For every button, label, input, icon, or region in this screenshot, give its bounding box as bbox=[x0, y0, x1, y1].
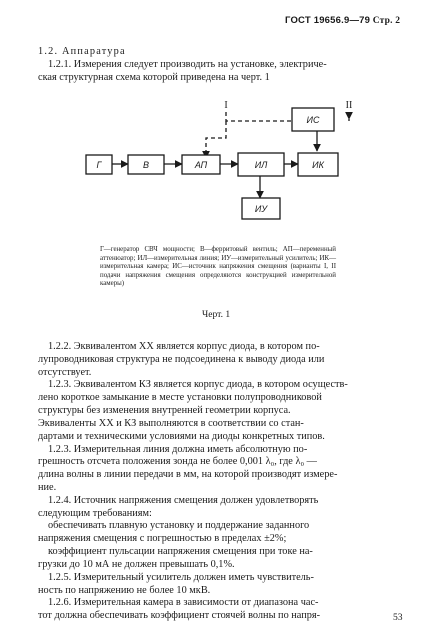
body-line: лупроводниковая структура не подсоединена к выводу диода или bbox=[38, 353, 325, 365]
block-amplifier-label: ИУ bbox=[254, 204, 268, 214]
block-bias-source-label: ИС bbox=[306, 115, 320, 125]
page-number: 53 bbox=[393, 612, 403, 623]
body-line: лено короткое замыкание в месте установки полупроводниковой bbox=[38, 392, 322, 404]
figure-caption: Черт. 1 bbox=[202, 309, 231, 320]
body-line: напряжения смещения с погрешностью в пределах ±2%; bbox=[38, 533, 287, 545]
body-line: ность по напряжению не более 10 мкВ. bbox=[38, 584, 211, 596]
body-line: длина волны в линии передачи в мм, на которой производят измере- bbox=[38, 469, 338, 481]
body-line: следующим требованиям: bbox=[38, 507, 152, 519]
section-title: 1.2. Аппаратура bbox=[38, 46, 126, 57]
block-generator-label: Г bbox=[96, 160, 102, 170]
body-line: структуры без изменения внутренней геометрии корпуса. bbox=[38, 405, 291, 417]
body-line: 1.2.3. Эквивалентом КЗ является корпус диода, в котором осуществ- bbox=[48, 379, 348, 391]
page-header bbox=[285, 15, 400, 26]
intro-line-2: ская структурная схема которой приведена на черт. 1 bbox=[38, 72, 270, 83]
body-line: 1.2.5. Измерительный усилитель должен иметь чувствитель- bbox=[48, 571, 314, 583]
body-line: грузки до 10 мА не должен превышать 0,1%. bbox=[38, 558, 235, 570]
body-line: ние. bbox=[38, 482, 57, 493]
body-line: тот должна обеспечивать коэффициент стоячей волны по напря- bbox=[38, 610, 321, 622]
block-attenuator-label: АП bbox=[194, 160, 208, 170]
body-line: обеспечивать плавную установку и поддержание заданного bbox=[48, 520, 310, 532]
body-line: коэффициент пульсации напряжения смещения при токе на- bbox=[48, 546, 313, 558]
body-line: грешность отсчета положения зонда не более 0,001 λ₀, где λ₀ — bbox=[38, 456, 317, 468]
body-line: 1.2.6. Измерительная камера в зависимости от диапазона час- bbox=[48, 597, 319, 609]
page-label: Стр. 2 bbox=[372, 16, 401, 26]
body-line: 1.2.3. Измерительная линия должна иметь абсолютную по- bbox=[48, 443, 308, 455]
diagram-legend: Г—генератор СВЧ мощности; В—ферритовый вентиль; АП—переменный аттенюатор; ИЛ—измерительная линия; ИУ—измерительный усилитель; ИК—измерительная камера; ИС—источник напряжения смещения (варианты I, II подачи напряжения смещения определяются конструкцией измерительной камеры) bbox=[100, 246, 336, 288]
intro-line-1: 1.2.1. Измерения следует производить на установке, электриче- bbox=[48, 59, 327, 70]
body-line: 1.2.4. Источник напряжения смещения должен удовлетворять bbox=[48, 494, 319, 506]
block-measuring-line-label: ИЛ bbox=[254, 160, 268, 170]
block-ferrite-valve-label: В bbox=[142, 160, 150, 170]
body-line: дартами и техническими условиями на диоды конкретных типов. bbox=[38, 430, 325, 442]
body-line: 1.2.2. Эквивалентом ХХ является корпус диода, в котором по- bbox=[48, 341, 320, 352]
body-line: Эквиваленты ХХ и КЗ выполняются в соответствии со стан- bbox=[38, 417, 304, 429]
variant-i-label: I bbox=[224, 100, 228, 111]
block-measuring-chamber-label: ИК bbox=[312, 160, 324, 170]
structural-diagram bbox=[38, 98, 378, 228]
variant-ii-label: II bbox=[345, 100, 353, 111]
standard-number: ГОСТ 19656.9—79 bbox=[285, 15, 371, 26]
body-line: отсутствует. bbox=[38, 366, 92, 378]
